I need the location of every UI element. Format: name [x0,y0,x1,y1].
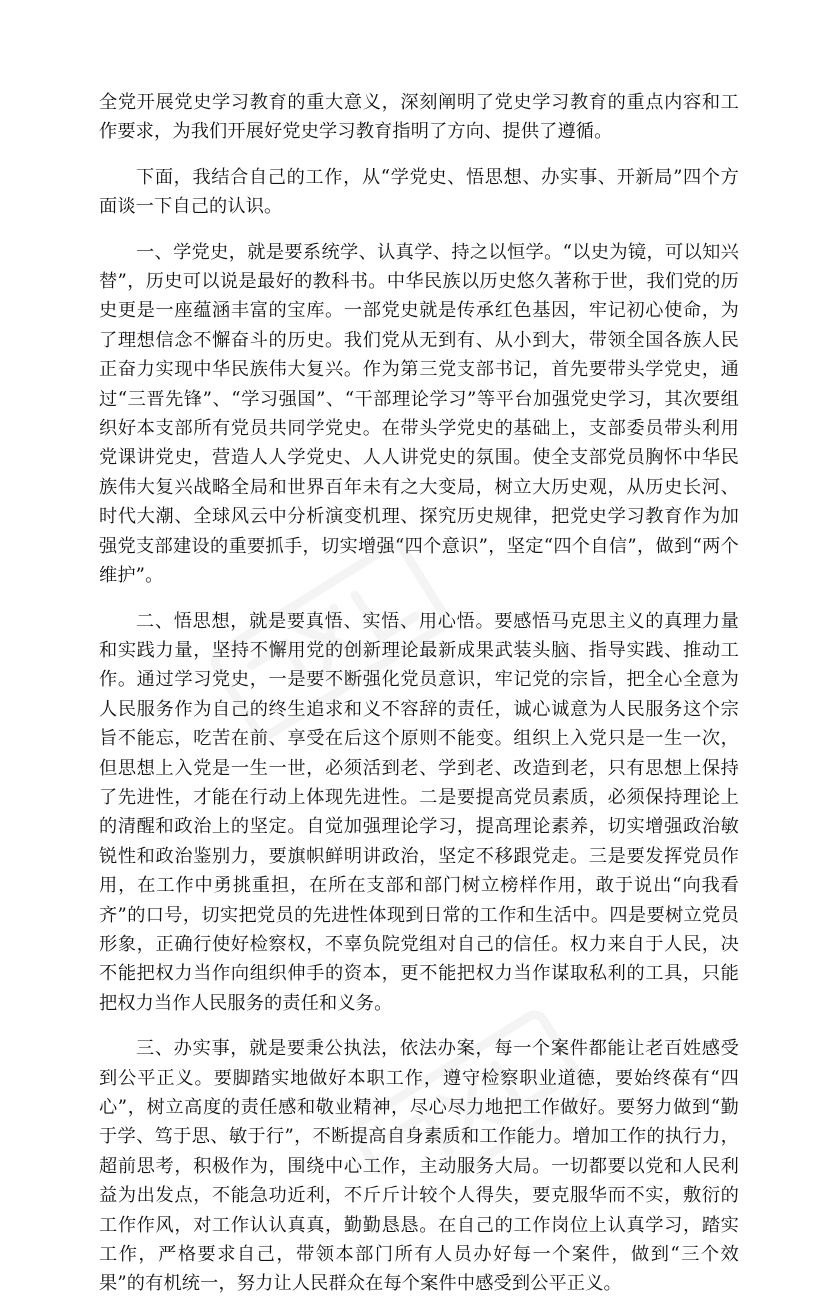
paragraph-understand-thought: 二、悟思想，就是要真悟、实悟、用心悟。要感悟马克思主义的真理力量和实践力量，坚持不懈用党的创新理论最新成果武装头脑、指导实践、推动工作。通过学习党史，一是要不断强化党员意识，牢记党的宗旨，把全心全意为人民服务作为自己的终生追求和义不容辞的责任，诚心诚意为人民服务这个宗旨不能忘，吃苦在前、享受在后这个原则不能变。组织上入党只是一生一次，但思想上入党是一生一世，必须活到老、学到老、改造到老，只有思想上保持了先进性，才能在行动上体现先进性。二是要提高党员素质，必须保持理论上的清醒和政治上的坚定。自觉加强理论学习，提高理论素养，切实增强政治敏锐性和政治鉴别力，要旗帜鲜明讲政治，坚定不移跟党走。三是要发挥党员作用，在工作中勇挑重担，在所在支部和部门树立榜样作用，敢于说出“向我看齐”的口号，切实把党员的先进性体现到日常的工作和生活中。四是要树立党员形象，正确行使好检察权，不辜负院党组对自己的信任。权力来自于人民，决不能把权力当作向组织伸手的资本，更不能把权力当作谋取私利的工具，只能把权力当作人民服务的责任和义务。 [99,610,739,1014]
paragraph-learn-party-history: 一、学党史，就是要系统学、认真学、持之以恒学。“以史为镜，可以知兴替”，历史可以说是最好的教科书。中华民族以历史悠久著称于世，我们党的历史更是一座蕴涵丰富的宝库。一部党史就是传承红色基因，牢记初心使命，为了理想信念不懈奋斗的历史。我们党从无到有、从小到大，带领全国各族人民正奋力实现中华民族伟大复兴。作为第三党支部书记，首先要带头学党史，通过“三晋先锋”、“学习强国”、“干部理论学习”等平台加强党史学习，其次要组织好本支部所有党员共同学党史。在带头学党史的基础上，支部委员带头利用党课讲党史，营造人人学党史、人人讲党史的氛围。使全支部党员胸怀中华民族伟大复兴战略全局和世界百年未有之大变局，树立大历史观，从历史长河、时代大潮、全球风云中分析演变机理、探究历史规律，把党史学习教育作为加强党支部建设的重要抓手，切实增强“四个意识”，坚定“四个自信”，做到“两个维护”。 [99,241,739,587]
document-body [99,88,739,1315]
paragraph-do-practical-things: 三、办实事，就是要秉公执法，依法办案，每一个案件都能让老百姓感受到公平正义。要脚踏实地做好本职工作，遵守检察职业道德，要始终葆有“四心”，树立高度的责任感和敬业精神，尽心尽力地把工作做好。要努力做到“勤于学、笃于思、敏于行”，不断提高自身素质和工作能力。增加工作的执行力，超前思考，积极作为，围绕中心工作，主动服务大局。一切都要以党和人民利益为出发点，不能急功近利，不斤斤计较个人得失，要克服华而不实，敷衍的工作作风，对工作认认真真，勤勤恳恳。在自己的工作岗位上认真学习，踏实工作，严格要求自己，带领本部门所有人员办好每一个案件，做到“三个效果”的有机统一，努力让人民群众在每个案件中感受到公平正义。 [99,1038,739,1295]
paragraph-overview: 下面，我结合自己的工作，从“学党史、悟思想、办实事、开新局”四个方面谈一下自己的认识。 [99,166,739,218]
paragraph-intro: 全党开展党史学习教育的重大意义，深刻阐明了党史学习教育的重点内容和工作要求，为我们开展好党史学习教育指明了方向、提供了遵循。 [99,92,739,143]
